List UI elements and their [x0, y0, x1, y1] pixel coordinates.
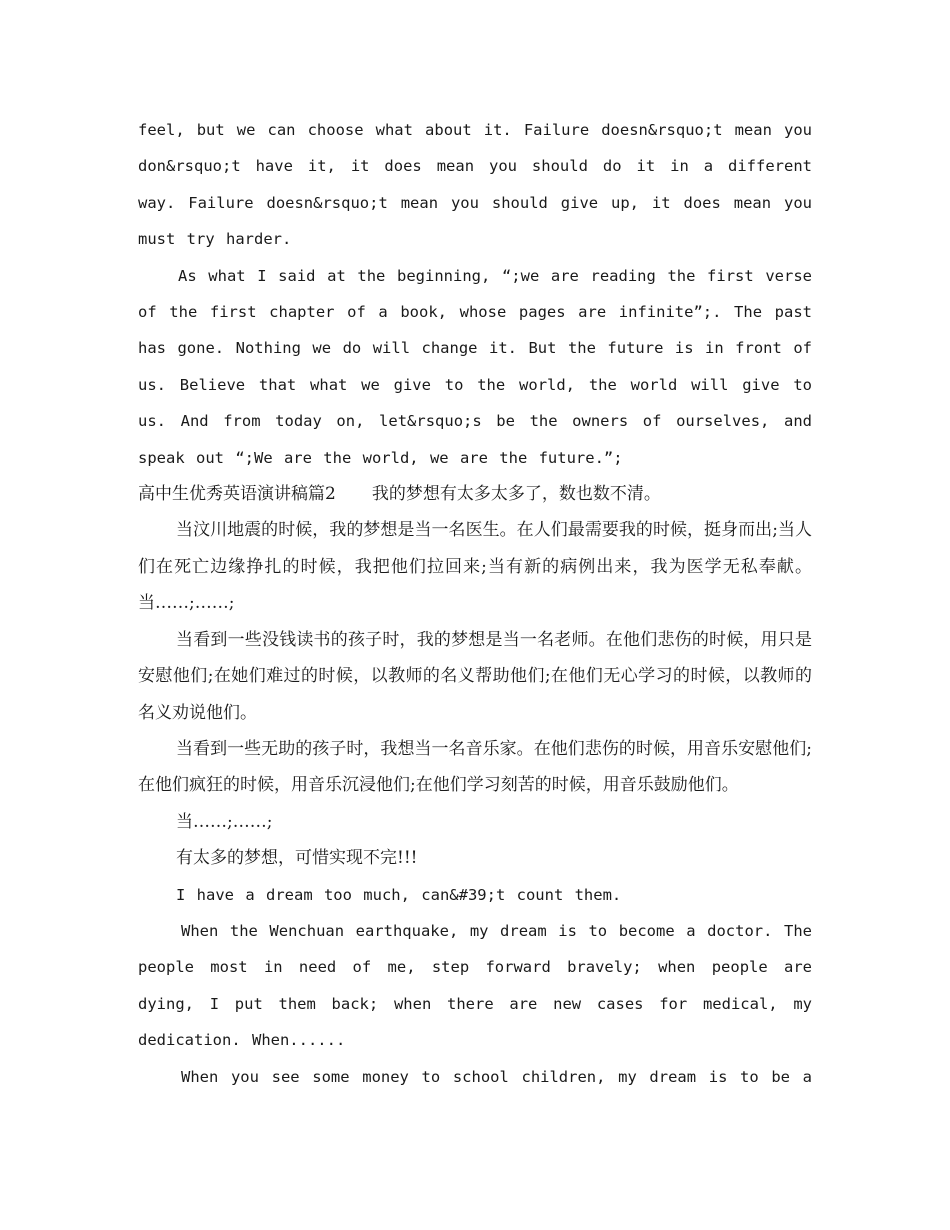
section-heading: 高中生优秀英语演讲稿篇2: [138, 484, 336, 505]
section-heading-row: [138, 476, 812, 512]
paragraph-beginning-quote: As what I said at the beginning, “;we are reading the first verse of the first chapter of a book, whose pages are infinite”;. The past has gone. Nothing we do will change it. But the future is in front of us. Believe that what we give to the world, the world will give to us. And from today on, let&rsquo;s be the owners of ourselves, and speak out “;We are the world, we are the future.”;: [138, 266, 812, 467]
paragraph-failure: feel, but we can choose what about it. Failure doesn&rsquo;t mean you don&rsquo;t have it, it does mean you should do it in a different way. Failure doesn&rsquo;t mean you should give up, it does mean you must try harder.: [138, 121, 812, 249]
paragraph-musician-cn: 当看到一些无助的孩子时，我想当一名音乐家。在他们悲伤的时候，用音乐安慰他们;在他们疯狂的时候，用音乐沉浸他们;在他们学习刻苦的时候，用音乐鼓励他们。: [138, 738, 812, 796]
paragraph-teacher-en: When you see some money to school children, my dream is to be a: [181, 1067, 812, 1086]
section-heading-text: 我的梦想有太多太多了，数也数不清。: [371, 484, 661, 505]
paragraph-many-dreams-cn: 有太多的梦想，可惜实现不完!!!: [176, 848, 418, 869]
paragraph-dream-too-much: I have a dream too much, can&#39;t count them.: [176, 885, 622, 904]
paragraph-doctor-cn: 当汶川地震的时候，我的梦想是当一名医生。在人们最需要我的时候，挺身而出;当人们在死亡边缘挣扎的时候，我把他们拉回来;当有新的病例出来，我为医学无私奉献。当……;……;: [138, 520, 812, 614]
paragraph-teacher-cn: 当看到一些没钱读书的孩子时，我的梦想是当一名老师。在他们悲伤的时候，用只是安慰他们;在她们难过的时候，以教师的名义帮助他们;在他们无心学习的时候，以教师的名义劝说他们。: [138, 629, 812, 723]
paragraph-ellipsis-cn: 当……;……;: [176, 811, 273, 832]
document-body: [138, 112, 812, 1095]
paragraph-doctor-en: When the Wenchuan earthquake, my dream is to become a doctor. The people most in need of me, step forward bravely; when people are dying, I put them back; when there are new cases for medical, my dedication. When......: [138, 921, 812, 1050]
